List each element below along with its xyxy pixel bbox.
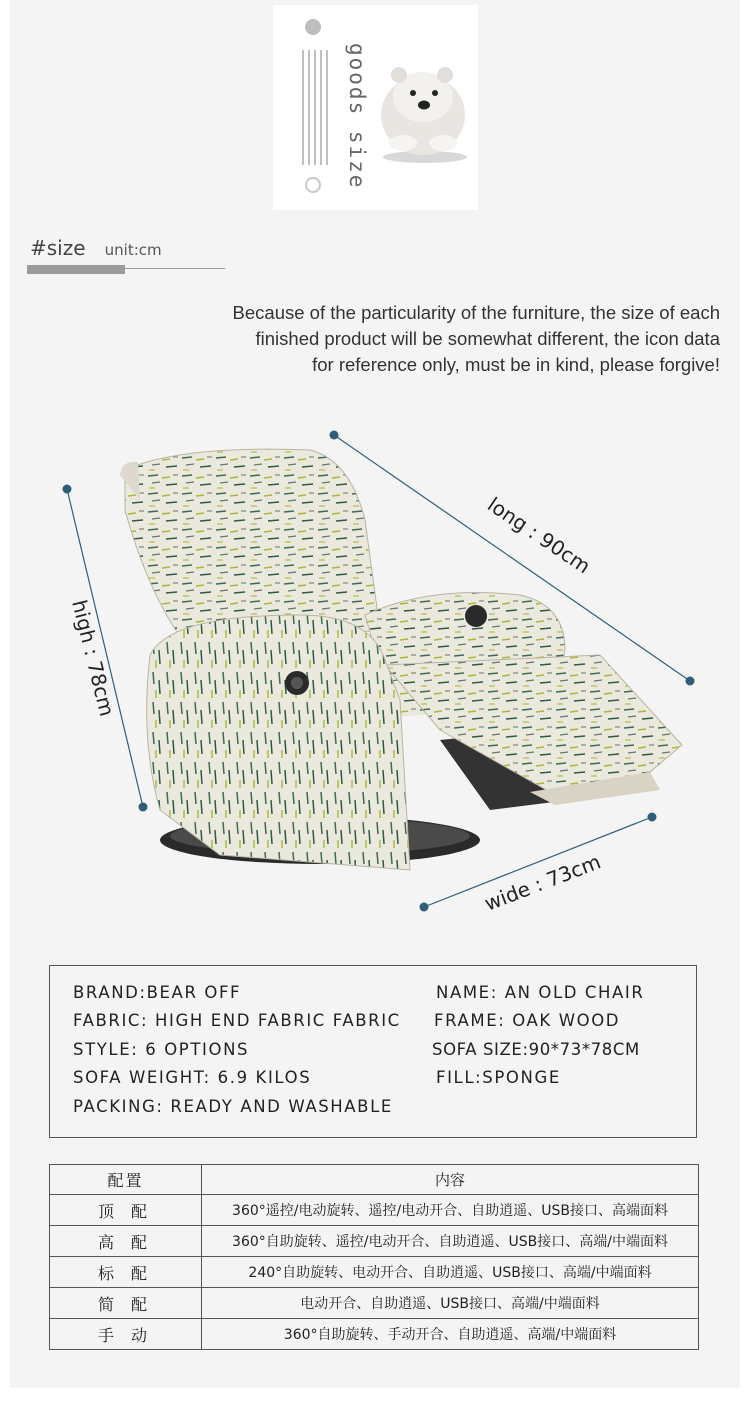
config-content-cell: 240°自助旋转、电动开合、自助逍遥、USB接口、高端/中端面料 xyxy=(202,1257,699,1288)
spec-weight: SOFA WEIGHT: 6.9 KILOS xyxy=(73,1068,312,1087)
chair-dimension-figure xyxy=(10,400,730,930)
configuration-table xyxy=(49,1164,699,1350)
config-content-cell: 360°自助旋转、手动开合、自助逍遥、高端/中端面料 xyxy=(202,1319,699,1350)
heading-underline xyxy=(27,265,125,274)
tag-stripes xyxy=(301,50,331,170)
section-heading xyxy=(30,236,162,260)
column-header: 配置 xyxy=(50,1165,202,1195)
unit-label: unit:cm xyxy=(104,241,162,259)
spec-frame: FRAME: OAK WOOD xyxy=(434,1011,621,1030)
spec-name: NAME: AN OLD CHAIR xyxy=(436,983,645,1002)
table-row xyxy=(50,1319,699,1350)
config-level-cell: 高 配 xyxy=(50,1226,202,1257)
notice-line: Because of the particularity of the furniture, the size of each xyxy=(232,302,720,323)
heading-rule xyxy=(125,268,225,269)
spec-fill: FILL:SPONGE xyxy=(436,1068,561,1087)
specifications-box xyxy=(49,965,697,1138)
tag-label: goods size xyxy=(345,43,369,190)
column-header: 内容 xyxy=(202,1165,699,1195)
config-level-cell: 顶 配 xyxy=(50,1195,202,1226)
config-level-cell: 简 配 xyxy=(50,1288,202,1319)
size-notice xyxy=(160,300,720,378)
wide-dimension-label: wide : 73cm xyxy=(481,849,604,916)
config-level-cell: 手 动 xyxy=(50,1319,202,1350)
config-content-cell: 电动开合、自助逍遥、USB接口、高端/中端面料 xyxy=(202,1288,699,1319)
recliner-chair xyxy=(120,449,682,870)
tag-ring-icon xyxy=(305,177,321,193)
goods-size-tag xyxy=(273,5,478,210)
high-dimension-label: high : 78cm xyxy=(67,597,120,719)
notice-line: for reference only, must be in kind, please forgive! xyxy=(312,354,720,375)
spec-packing: PACKING: READY AND WASHABLE xyxy=(73,1097,393,1116)
spec-brand: BRAND:BEAR OFF xyxy=(73,983,242,1002)
table-row xyxy=(50,1195,699,1226)
table-row xyxy=(50,1257,699,1288)
table-row xyxy=(50,1288,699,1319)
long-dimension-label: long : 90cm xyxy=(483,492,595,579)
section-title: #size xyxy=(30,236,86,260)
config-content-cell: 360°自助旋转、遥控/电动开合、自助逍遥、USB接口、高端/中端面料 xyxy=(202,1226,699,1257)
notice-line: finished product will be somewhat different, the icon data xyxy=(255,328,720,349)
tag-hole-icon xyxy=(305,19,321,35)
config-level-cell: 标 配 xyxy=(50,1257,202,1288)
config-content-cell: 360°遥控/电动旋转、遥控/电动开合、自助逍遥、USB接口、高端面料 xyxy=(202,1195,699,1226)
spec-sofa-size: SOFA SIZE:90*73*78CM xyxy=(432,1040,640,1059)
table-row xyxy=(50,1226,699,1257)
polar-bear-icon xyxy=(373,45,473,165)
spec-fabric: FABRIC: HIGH END FABRIC FABRIC xyxy=(73,1011,401,1030)
table-header-row xyxy=(50,1165,699,1195)
spec-style: STYLE: 6 OPTIONS xyxy=(73,1040,250,1059)
